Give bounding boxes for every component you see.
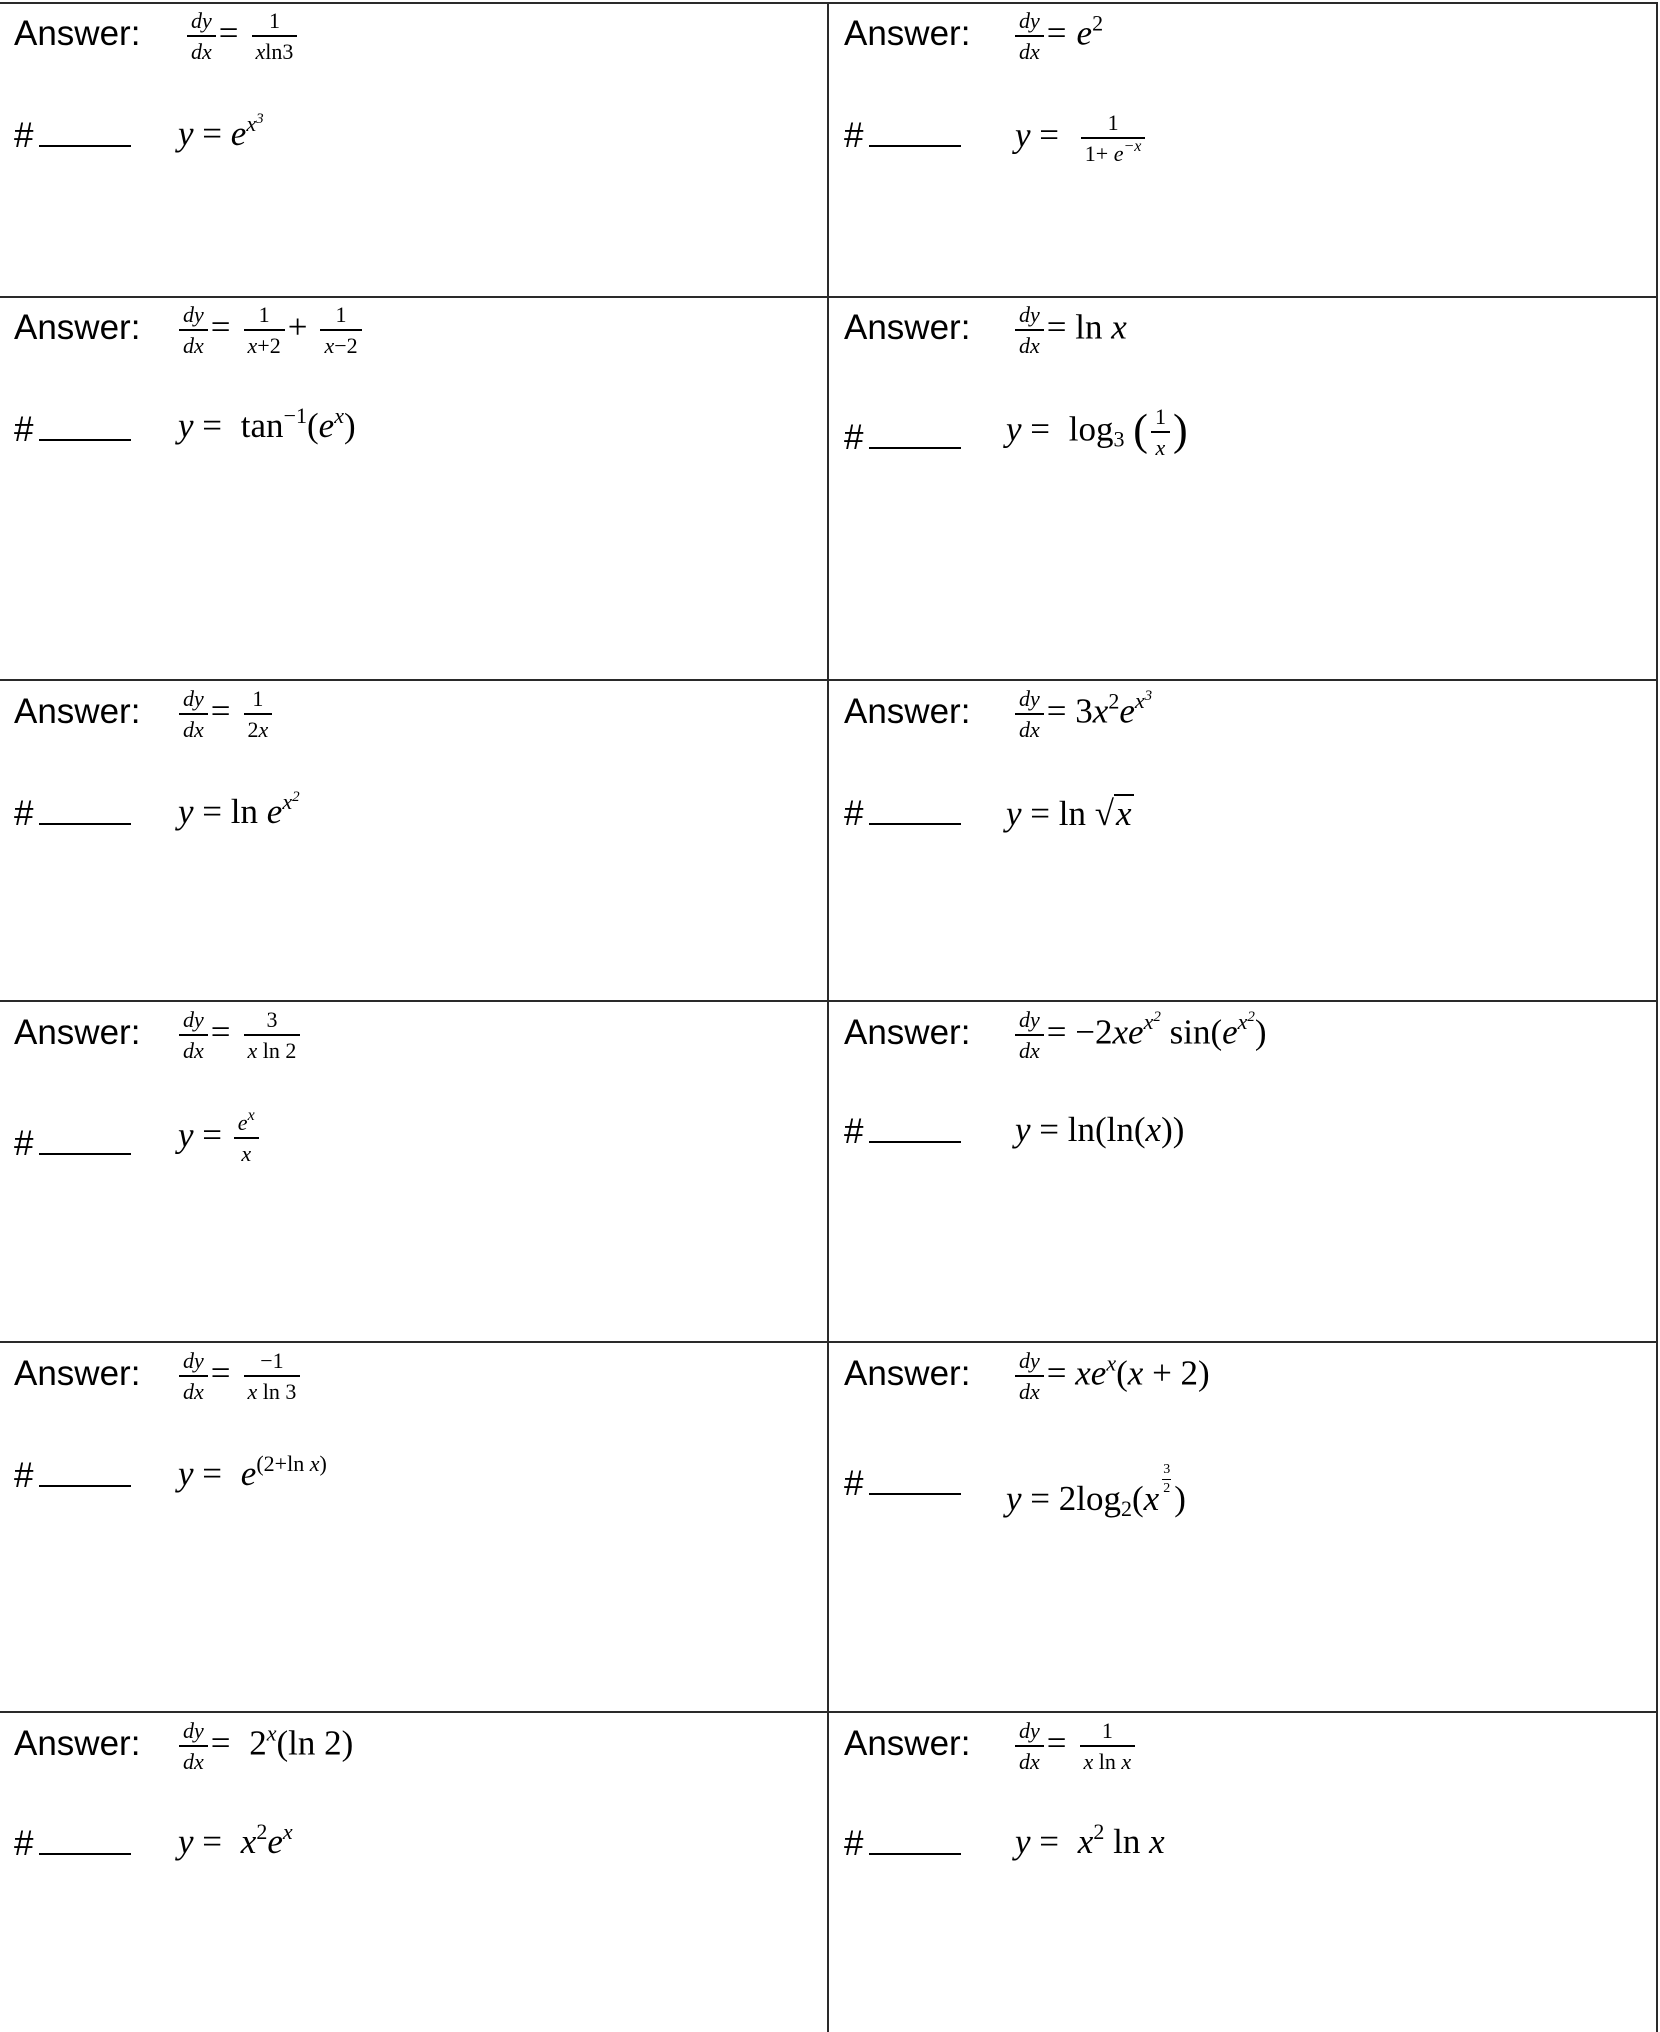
match-number: # [844, 418, 961, 458]
answer-label: Answer: [14, 1354, 141, 1393]
answer-blank[interactable] [39, 1825, 131, 1855]
answer-label: Answer: [844, 1724, 971, 1763]
grid-line [0, 2, 1658, 4]
function-equation: y = ln √x [1006, 794, 1132, 833]
match-number: # [14, 1124, 131, 1164]
answer-equation: $\frac{dy}{dx}$ = $\frac{1}{2x}$ [176, 686, 275, 743]
answer-label: Answer: [14, 1724, 141, 1763]
answer-equation: $\frac{dy}{dx}$ = $e^2$ [1012, 8, 1103, 65]
answer-equation: $\frac{dy}{dx}$ = $\frac{-1}{\text{x ln 3}}$ [176, 1348, 303, 1405]
match-number: # [14, 410, 131, 450]
function-equation: $y = \tan^{-1}(e^x)$ [178, 403, 356, 445]
match-number: # [844, 1112, 961, 1152]
answer-blank[interactable] [39, 1457, 131, 1487]
function-equation: $y = x^2e^x$ [178, 1819, 293, 1861]
answer-equation: $\frac{dy}{dx}$ = $\frac{1}{x+2}$ + $\frac{1}{x-2}$ [176, 302, 365, 359]
match-number: # [14, 1824, 131, 1864]
match-number: # [14, 794, 131, 834]
match-number: # [14, 116, 131, 156]
answer-label: Answer: [844, 692, 971, 731]
answer-label: Answer: [14, 692, 141, 731]
answer-label: Answer: [844, 14, 971, 53]
match-number: # [14, 1456, 131, 1496]
answer-equation: $\frac{dy}{dx}$ = $-2xe^{x^2}$ $\sin(e^{x^2})$ [1012, 1007, 1267, 1064]
grid-line [0, 1000, 1658, 1002]
match-number: # [844, 794, 961, 834]
grid-line [827, 3, 829, 2032]
grid-line [0, 679, 1658, 681]
function-equation: y = $\frac{1}{1+ e^{-x}}$ [1015, 110, 1148, 167]
answer-blank[interactable] [39, 411, 131, 441]
match-number: # [844, 1464, 961, 1504]
answer-equation: $\frac{dy}{dx}$ = $\frac{1}{xln3}$ [184, 8, 300, 65]
function-equation: $y = e^{x^3}$ [178, 111, 264, 153]
answer-blank[interactable] [869, 419, 961, 449]
grid-line [1656, 3, 1658, 2032]
function-equation: y = ln(ln(x)) [1015, 1110, 1185, 1149]
answer-blank[interactable] [39, 1125, 131, 1155]
match-number: # [844, 116, 961, 156]
grid-line [0, 296, 1658, 298]
answer-blank[interactable] [869, 1465, 961, 1495]
answer-equation: $\frac{dy}{dx}$ = ln x [1012, 302, 1127, 359]
answer-equation: $\frac{dy}{dx}$ = $\frac{1}{\text{x ln x}}$ [1012, 1718, 1138, 1775]
answer-blank[interactable] [869, 1113, 961, 1143]
answer-label: Answer: [14, 14, 141, 53]
answer-blank[interactable] [869, 117, 961, 147]
answer-equation: $\frac{dy}{dx}$ = $xe^x(x + 2)$ [1012, 1348, 1210, 1405]
answer-equation: $\frac{dy}{dx}$ = $3x^2e^{x^3}$ [1012, 686, 1152, 743]
grid-line [0, 1711, 1658, 1713]
function-equation: $y = \log_3$ ( $\frac{1}{x}$ ) [1006, 404, 1188, 461]
match-number: # [844, 1824, 961, 1864]
function-equation: $y = 2\log_2(x$ $^{\frac{3}{2}}$ ) [1006, 1462, 1186, 1522]
answer-label: Answer: [844, 1013, 971, 1052]
function-equation: $y = e^{(2+ln x)}$ [178, 1451, 327, 1493]
answer-label: Answer: [14, 308, 141, 347]
answer-blank[interactable] [39, 117, 131, 147]
answer-equation: $\frac{dy}{dx}$ = $\frac{3}{\text{x ln 2}}$ [176, 1007, 303, 1064]
answer-blank[interactable] [869, 1825, 961, 1855]
function-equation: $y = x^2$ ln x [1015, 1819, 1165, 1861]
answer-blank[interactable] [869, 795, 961, 825]
answer-label: Answer: [14, 1013, 141, 1052]
answer-equation: $\frac{dy}{dx}$ = $2^x(\ln$ 2) [176, 1718, 353, 1775]
function-equation: $y = \ln e^{x^2}$ [178, 789, 300, 831]
answer-label: Answer: [844, 1354, 971, 1393]
answer-label: Answer: [844, 308, 971, 347]
grid-line [0, 1341, 1658, 1343]
function-equation: y = $\frac{e^x}{x}$ [178, 1110, 262, 1167]
answer-blank[interactable] [39, 795, 131, 825]
